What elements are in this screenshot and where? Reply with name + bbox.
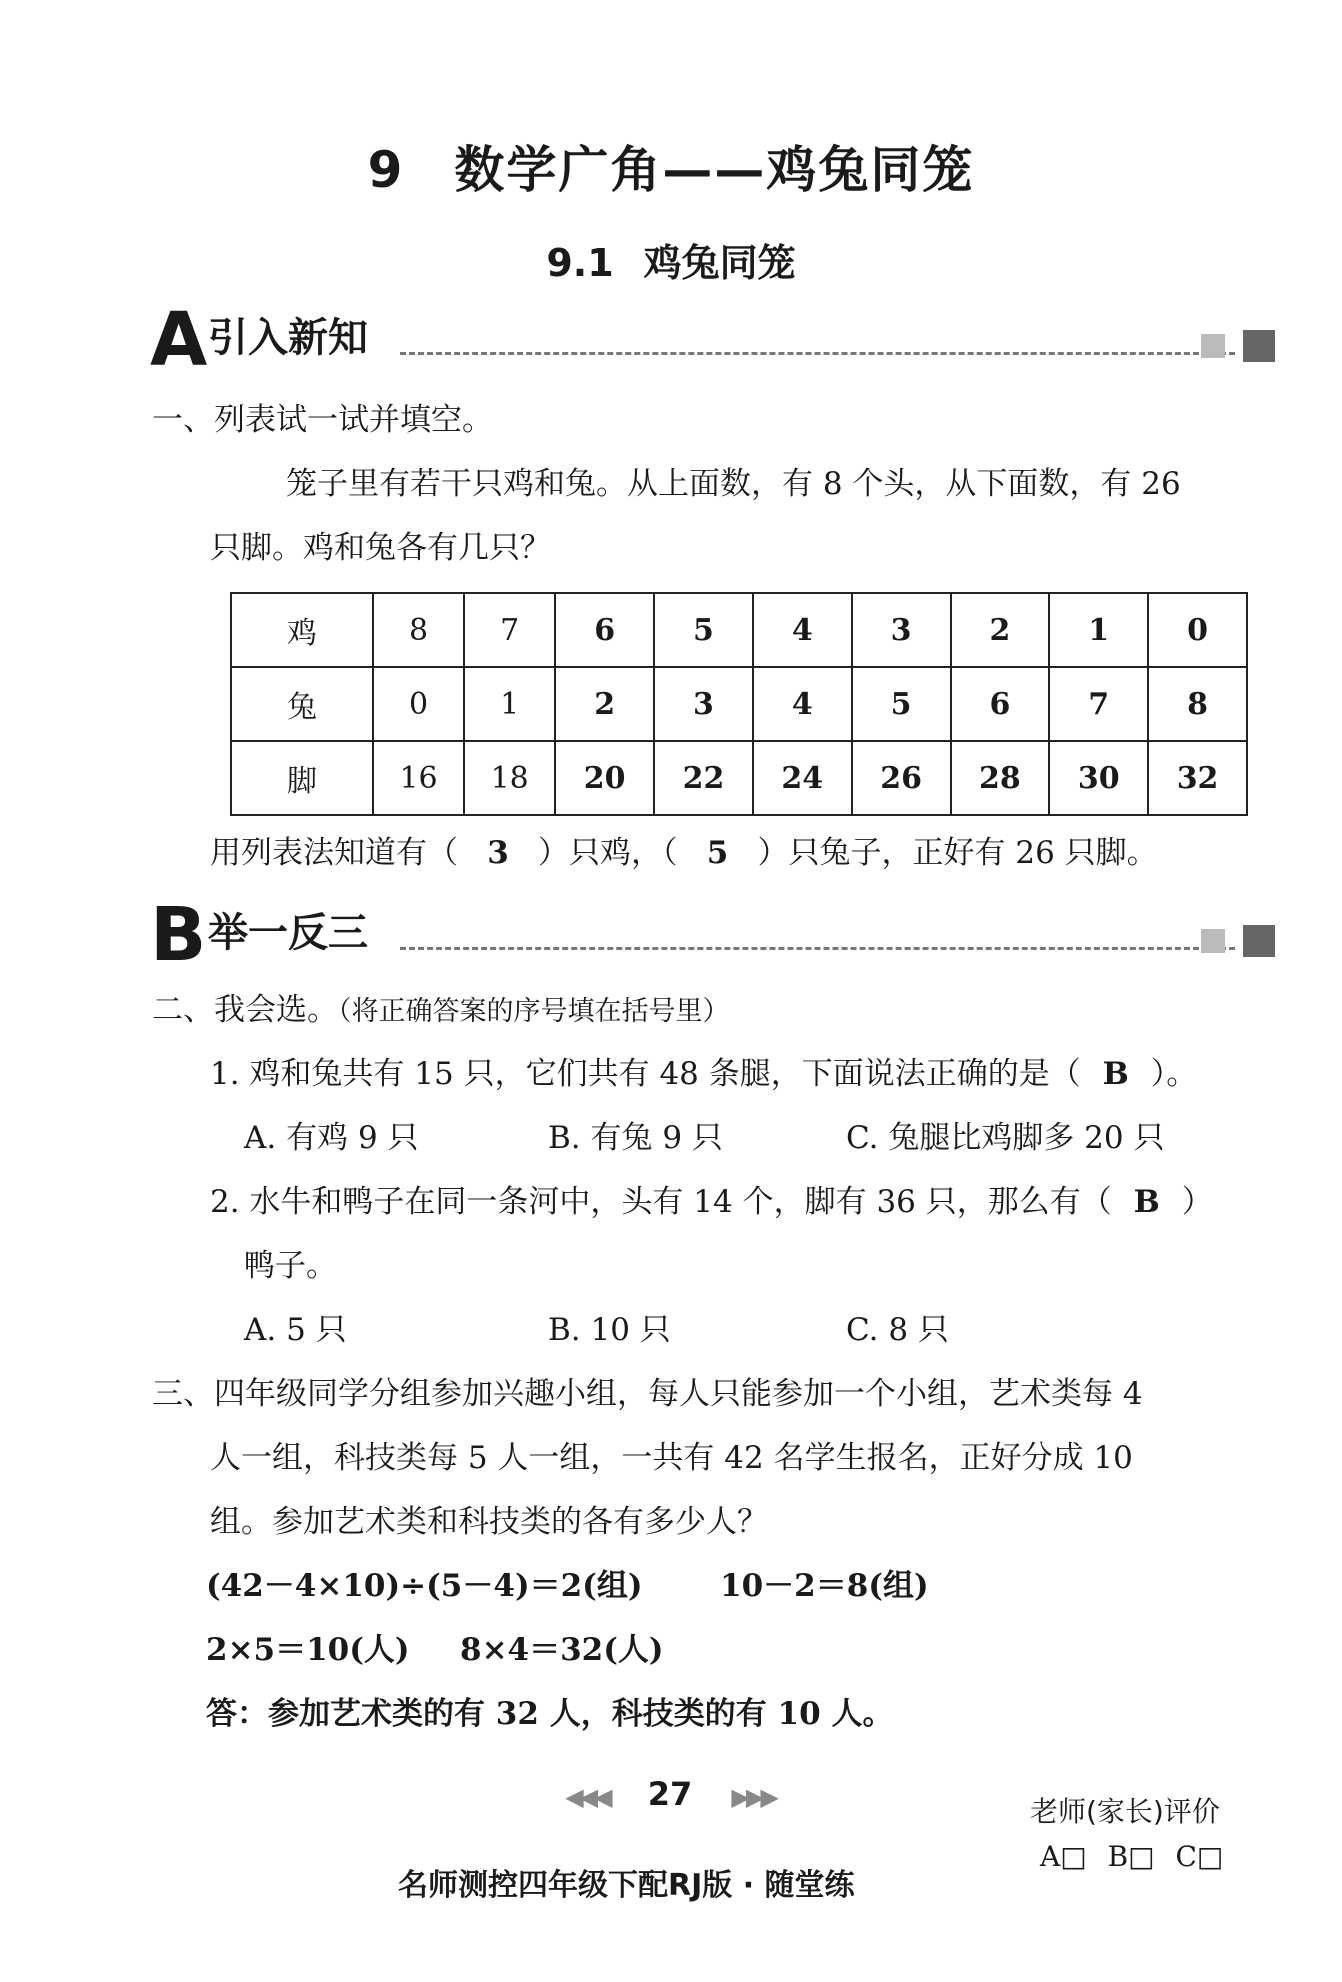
q2-item1-opt-c: C. 兔腿比鸡脚多 20 只 (846, 1120, 1165, 1156)
table-cell: 1 (1049, 593, 1148, 667)
q2-item2-text: 2. 水牛和鸭子在同一条河中，头有 14 个，脚有 36 只，那么有（ (210, 1184, 1112, 1220)
section-a-square-light (1201, 334, 1225, 358)
table-cell: 28 (951, 741, 1050, 815)
q2-item2-close: ） (1181, 1184, 1213, 1220)
table-cell: 26 (852, 741, 951, 815)
section-number: 9.1 (546, 241, 614, 285)
book-title: 名师测控四年级下配RJ版 · 随堂练 (398, 1868, 855, 1903)
q2-item1-close: ）。 (1150, 1056, 1198, 1092)
q3-work2b: 8×4＝32(人) (460, 1632, 664, 1668)
table-cell: 5 (852, 667, 951, 741)
right-arrows-icon: ▶▶▶ (731, 1783, 775, 1811)
row-label-rabbit: 兔 (231, 667, 373, 741)
section-b-divider (400, 947, 1235, 950)
table-cell: 8 (373, 593, 464, 667)
q2-item1-opt-a: A. 有鸡 9 只 (244, 1120, 419, 1156)
row-label-chicken: 鸡 (231, 593, 373, 667)
q2-item1-opt-b: B. 有兔 9 只 (548, 1120, 723, 1156)
q1-text-line1: 笼子里有若干只鸡和兔。从上面数，有 8 个头，从下面数，有 26 (286, 466, 1181, 502)
fill-mid: ）只鸡，（ (538, 835, 678, 871)
left-arrows-icon: ◀◀◀ (565, 1783, 609, 1811)
table-row (231, 667, 1247, 741)
table-cell: 16 (373, 741, 464, 815)
table-cell: 18 (464, 741, 555, 815)
evaluation-options: A□ B□ C□ (1040, 1840, 1224, 1873)
section-b-square-dark (1243, 925, 1275, 957)
table-cell: 6 (951, 667, 1050, 741)
q2-item1-text: 1. 鸡和兔共有 15 只，它们共有 48 条腿，下面说法正确的是（ (210, 1056, 1081, 1092)
table-cell: 4 (753, 667, 852, 741)
q1-text-line2: 只脚。鸡和兔各有几只？ (210, 530, 551, 566)
q3-work1b: 10－2＝8(组) (720, 1568, 929, 1604)
table-cell: 2 (951, 593, 1050, 667)
section-a-title: 引入新知 (208, 315, 368, 361)
table-cell: 30 (1049, 741, 1148, 815)
section-a-header (150, 297, 1275, 383)
table-cell: 5 (654, 593, 753, 667)
q2-item1 (210, 1054, 1197, 1094)
table-row (231, 593, 1247, 667)
table-cell: 0 (1148, 593, 1247, 667)
evaluation-label: 老师(家长)评价 (1030, 1795, 1220, 1828)
q1-heading: 一、列表试一试并填空。 (152, 402, 493, 438)
section-b-letter: B (150, 892, 207, 978)
chapter-title-text: 数学广角——鸡兔同笼 (454, 141, 975, 199)
table-cell: 8 (1148, 667, 1247, 741)
q3-answer: 答：参加艺术类的有 32 人，科技类的有 10 人。 (206, 1696, 894, 1732)
section-title (0, 232, 1342, 287)
q3-work2a: 2×5＝10(人) (206, 1632, 410, 1668)
table-cell: 3 (852, 593, 951, 667)
q3-line1: 三、四年级同学分组参加兴趣小组，每人只能参加一个小组，艺术类每 4 (152, 1376, 1143, 1412)
fill-suffix: ）只兔子，正好有 26 只脚。 (757, 835, 1158, 871)
section-a-divider (400, 352, 1235, 355)
table-cell: 32 (1148, 741, 1247, 815)
q2-heading (152, 990, 730, 1032)
q1-fill-sentence (210, 833, 1158, 873)
section-title-text: 鸡兔同笼 (643, 241, 796, 285)
chapter-number: 9 (367, 141, 405, 199)
table-cell: 4 (753, 593, 852, 667)
q2-item2-opt-b: B. 10 只 (548, 1312, 671, 1348)
q2-heading-note: （将正确答案的序号填在括号里） (338, 996, 730, 1027)
row-label-feet: 脚 (231, 741, 373, 815)
table-cell: 6 (555, 593, 654, 667)
table-cell: 7 (464, 593, 555, 667)
section-b-square-light (1201, 929, 1225, 953)
table-cell: 0 (373, 667, 464, 741)
page-number-text: 27 (647, 1775, 693, 1813)
table-cell: 22 (654, 741, 753, 815)
q3-line2: 人一组，科技类每 5 人一组，一共有 42 名学生报名，正好分成 10 (210, 1440, 1133, 1476)
q3-line3: 组。参加艺术类和科技类的各有多少人？ (210, 1504, 768, 1540)
q3-work1a: (42－4×10)÷(5－4)＝2(组) (206, 1568, 643, 1604)
fill-answer-rabbits: 5 (706, 835, 729, 871)
q2-heading-text: 二、我会选。 (152, 992, 338, 1028)
q2-item1-answer: B (1102, 1056, 1129, 1092)
chapter-title (0, 130, 1342, 202)
table-cell: 3 (654, 667, 753, 741)
table-row (231, 741, 1247, 815)
section-b-title: 举一反三 (208, 910, 368, 956)
table-cell: 2 (555, 667, 654, 741)
fill-prefix: 用列表法知道有（ (210, 835, 458, 871)
chicken-rabbit-table (230, 592, 1248, 816)
table-cell: 7 (1049, 667, 1148, 741)
q2-item2 (210, 1182, 1213, 1222)
table-cell: 24 (753, 741, 852, 815)
section-b-header (150, 892, 1275, 978)
q2-item2-text2: 鸭子。 (244, 1248, 337, 1284)
q2-item2-opt-c: C. 8 只 (846, 1312, 949, 1348)
section-a-square-dark (1243, 330, 1275, 362)
q2-item2-answer: B (1133, 1184, 1160, 1220)
q2-item2-opt-a: A. 5 只 (244, 1312, 347, 1348)
section-a-letter: A (150, 297, 208, 383)
table-cell: 20 (555, 741, 654, 815)
table-cell: 1 (464, 667, 555, 741)
page-number (560, 1775, 780, 1813)
fill-answer-chickens: 3 (487, 835, 509, 871)
